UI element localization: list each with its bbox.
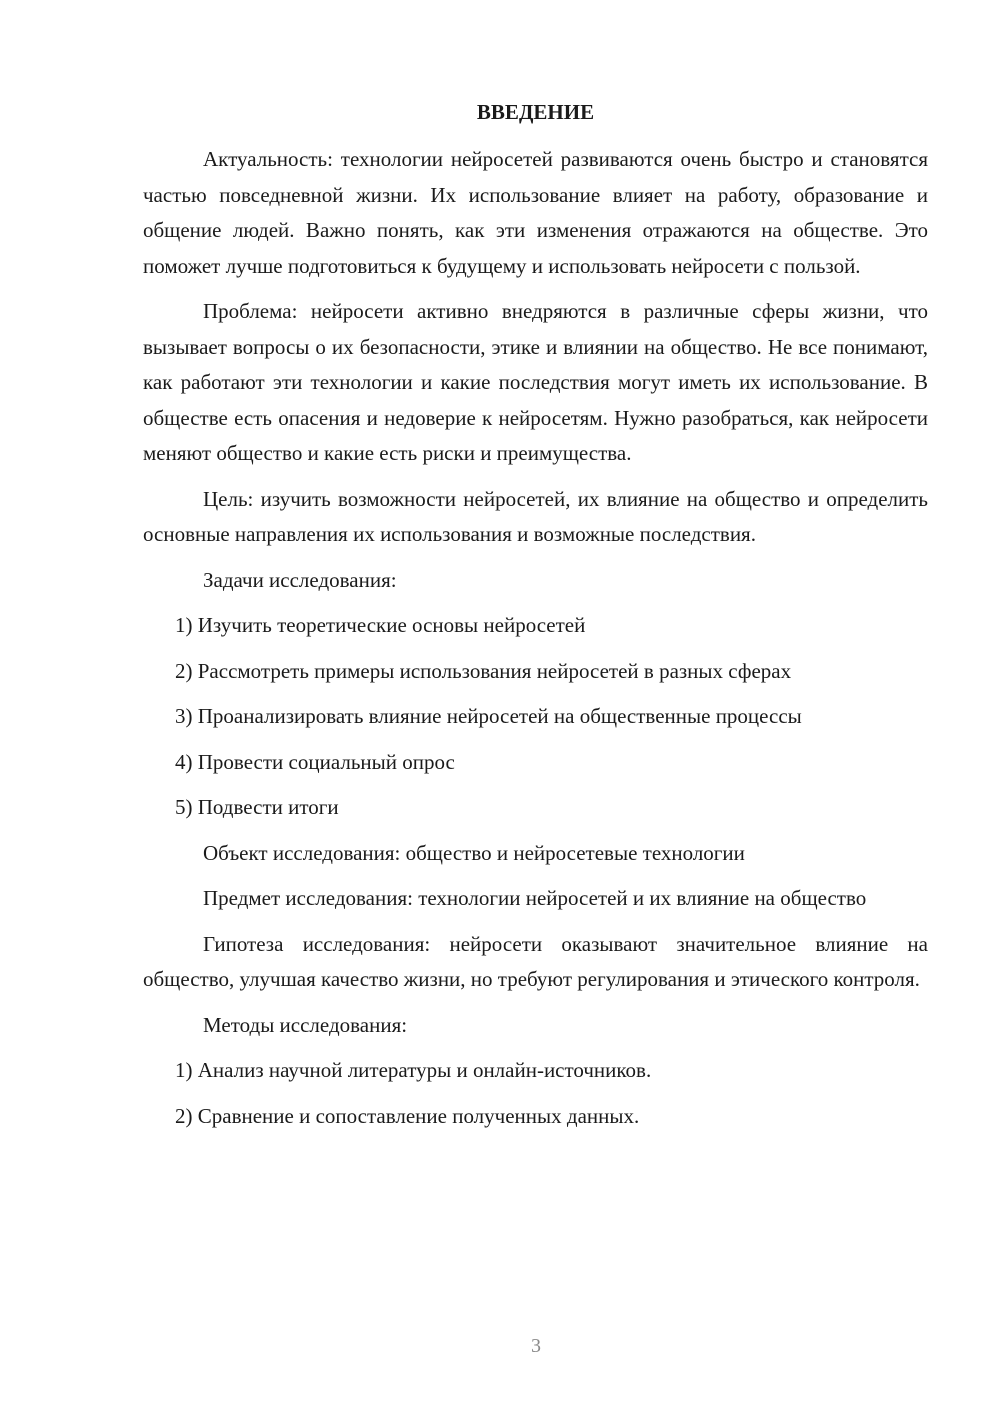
list-item: 2) Рассмотреть примеры использования нейросетей в разных сферах <box>175 658 792 683</box>
goal-paragraph: Цель: изучить возможности нейросетей, их влияние на общество и определить основные направления их использования и возможные последствия. <box>143 486 928 546</box>
list-item: 2) Сравнение и сопоставление полученных данных. <box>175 1103 640 1128</box>
methods-list <box>143 1053 928 1134</box>
page-number: 3 <box>531 1335 541 1357</box>
methods-heading: Методы исследования: <box>203 1012 408 1037</box>
tasks-heading: Задачи исследования: <box>203 567 397 592</box>
page-content <box>143 96 928 1134</box>
hypothesis-paragraph: Гипотеза исследования: нейросети оказывают значительное влияние на общество, улучшая качество жизни, но требуют регулирования и этического контроля. <box>143 931 928 991</box>
tasks-list <box>143 608 928 826</box>
section-title: ВВЕДЕНИЕ <box>476 100 595 124</box>
list-item: 1) Изучить теоретические основы нейросетей <box>175 613 586 637</box>
object-paragraph: Объект исследования: общество и нейросетевые технологии <box>203 840 745 865</box>
problem-paragraph: Проблема: нейросети активно внедряются в различные сферы жизни, что вызывает вопросы о их безопасности, этике и влиянии на общество. Не все понимают, как работают эти технологии и какие последствия могут иметь их использование. В обществе есть опасения и недоверие к нейросетям. Нужно разобраться, как нейросети меняют общество и какие есть риски и преимущества. <box>143 299 928 465</box>
relevance-paragraph: Актуальность: технологии нейросетей развиваются очень быстро и становятся частью повседневной жизни. Их использование влияет на работу, образование и общение людей. Важно понять, как эти изменения отражаются на обществе. Это поможет лучше подготовиться к будущему и использовать нейросети с пользой. <box>143 147 928 278</box>
list-item: 4) Провести социальный опрос <box>175 749 455 774</box>
list-item: 1) Анализ научной литературы и онлайн-источников. <box>175 1058 652 1082</box>
subject-paragraph: Предмет исследования: технологии нейросетей и их влияние на общество <box>203 886 867 910</box>
list-item: 3) Проанализировать влияние нейросетей на общественные процессы <box>175 704 802 728</box>
list-item: 5) Подвести итоги <box>175 795 339 819</box>
